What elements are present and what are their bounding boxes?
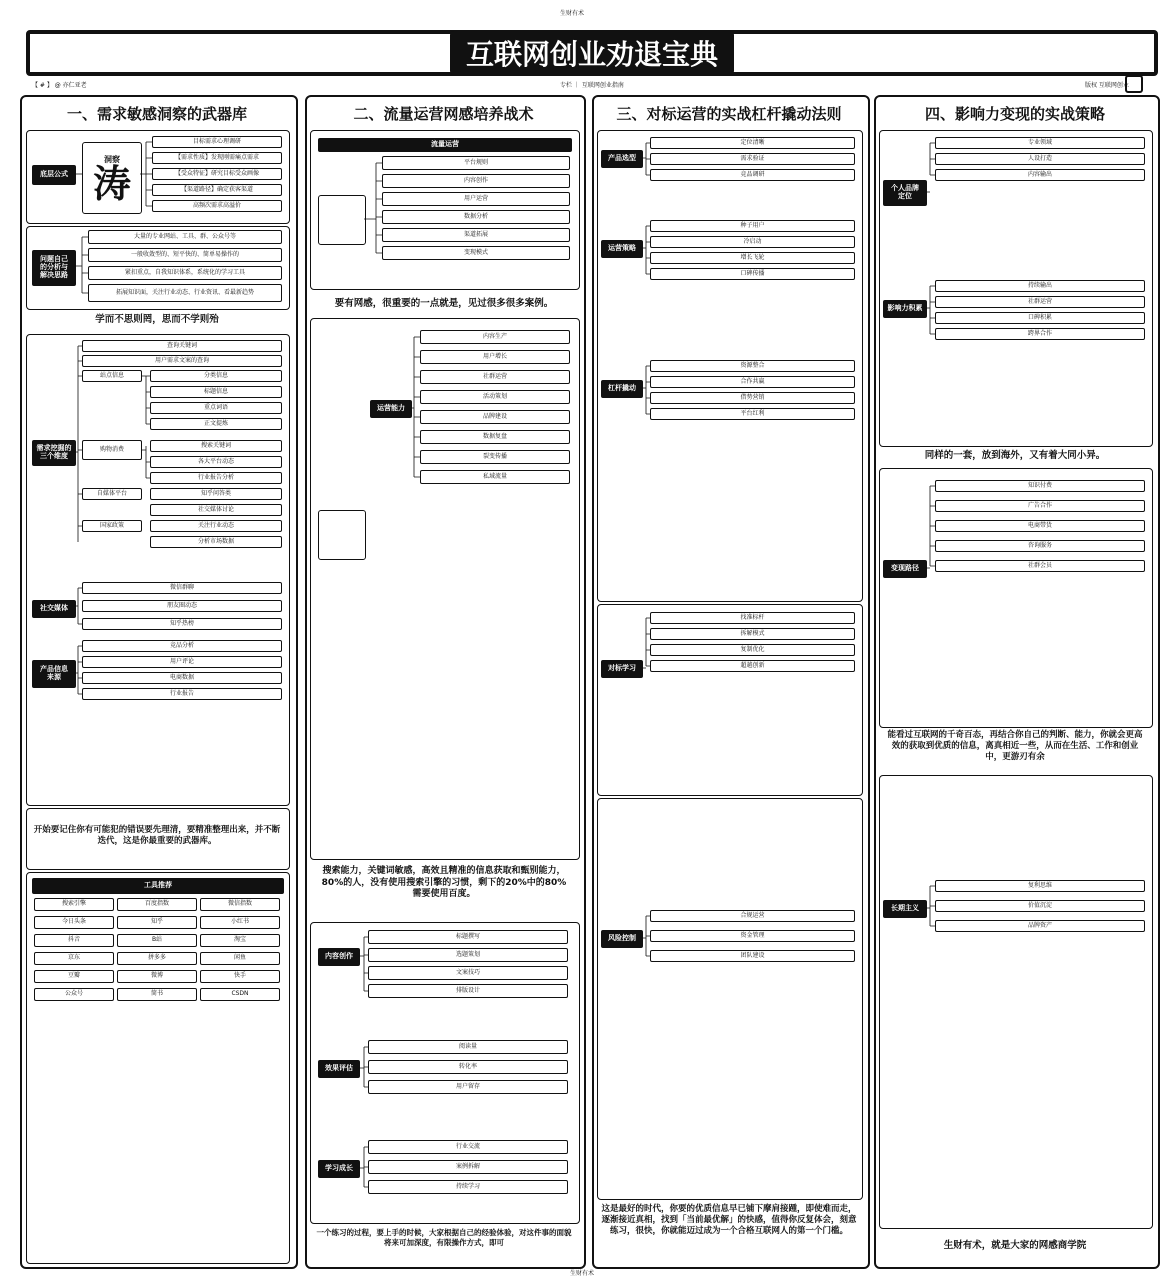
- c3-item-1: 定位清晰: [650, 137, 855, 149]
- c2-item-7: 内容生产: [420, 330, 570, 344]
- c4-cat-1: 个人品牌 定位: [883, 180, 927, 206]
- c1-cat-4: 社交媒体: [32, 600, 76, 618]
- c4-item-1: 专业领域: [935, 137, 1145, 149]
- c2-item-2: 内容创作: [382, 174, 570, 188]
- c2-item-19: 阅读量: [368, 1040, 568, 1054]
- c3-item-13: 拆解模式: [650, 628, 855, 640]
- c1-item-27: 微信群聊: [82, 582, 282, 594]
- c3-item-15: 超越创新: [650, 660, 855, 672]
- c2-item-9: 社群运营: [420, 370, 570, 384]
- c1-item-4: 【渠道路径】确定获客渠道: [152, 184, 282, 196]
- c4-motto-1: 同样的一套，放到海外，又有着大同小异。: [924, 450, 1106, 461]
- c3-item-14: 复制优化: [650, 644, 855, 656]
- c3-item-17: 资金管理: [650, 930, 855, 942]
- c4-item-11: 咨询服务: [935, 540, 1145, 552]
- c1-item-18: 搜索关键词: [150, 440, 282, 452]
- c1-item-20: 行业报告分析: [150, 472, 282, 484]
- c1-item-14: 标题信息: [150, 386, 282, 398]
- c1-glyph-caption: 洞察: [104, 154, 120, 164]
- c1-tool-item: 豆瓣: [34, 970, 114, 983]
- c2-item-5: 渠道拓展: [382, 228, 570, 242]
- meta-right: 版权 互联网创业: [1085, 82, 1129, 89]
- document-icon: [318, 195, 366, 245]
- c1-tool-item: 闲鱼: [200, 952, 280, 965]
- c4-item-2: 人设打造: [935, 153, 1145, 165]
- c1-tool-item: 简书: [117, 988, 197, 1001]
- c1-tool-item: 微信指数: [200, 898, 280, 911]
- c2-item-14: 私域流量: [420, 470, 570, 484]
- c3-item-10: 借势营销: [650, 392, 855, 404]
- meta-left: 【 # 】 @ 亦仁亚老: [32, 82, 87, 89]
- c4-item-9: 广告合作: [935, 500, 1145, 512]
- c2-item-15: 标题撰写: [368, 930, 568, 944]
- top-label: 生财有术: [560, 10, 585, 17]
- c2-item-11: 品牌建设: [420, 410, 570, 424]
- c2-item-21: 用户留存: [368, 1080, 568, 1094]
- c1-tool-item: 搜索引擎: [34, 898, 114, 911]
- c4-cat-3: 变现路径: [883, 560, 927, 578]
- c1-item-16: 正文提炼: [150, 418, 282, 430]
- c2-item-3: 用户运营: [382, 192, 570, 206]
- c2-motto-3: 一个练习的过程，要上手的时候，大家根据自己的经验体验，对这件事的面貌将来可加深度，有限操作方式，即可: [316, 1228, 572, 1247]
- c2-motto-1: 要有网感，很重要的一点就是，见过很多很多案例。: [334, 298, 554, 309]
- c4-section-3: [879, 775, 1153, 1229]
- c1-tools-header: 工具推荐: [32, 878, 284, 894]
- c1-tool-item: 抖音: [34, 934, 114, 947]
- c4-motto-2: 能看过互联网的千奇百态，再结合你自己的判断、能力，你就会更高效的获取到优质的信息，离真相近一些，从而在生活、工作和创业中，更游刃有余: [887, 730, 1143, 763]
- c1-item-32: 电商数据: [82, 672, 282, 684]
- c2-cat-4: 效果评估: [318, 1060, 360, 1078]
- c2-item-13: 裂变传播: [420, 450, 570, 464]
- c1-item-11: 用户需求文案的查询: [82, 355, 282, 367]
- c1-tool-item: B站: [117, 934, 197, 947]
- c1-tool-item: 百度指数: [117, 898, 197, 911]
- c4-item-8: 知识付费: [935, 480, 1145, 492]
- c2-cat-5: 学习成长: [318, 1160, 360, 1178]
- c1-item-8: 紧扣重点，自我知识体系，系统化的学习工具: [88, 266, 282, 280]
- meta-center: 专栏 ｜ 互联网创业指南: [560, 82, 624, 89]
- c4-cat-4: 长期主义: [883, 900, 927, 918]
- c1-tool-item: 京东: [34, 952, 114, 965]
- bottom-label: 生财有术: [570, 1270, 595, 1277]
- c3-motto: 这是最好的时代，你要的优质信息早已铺下摩肩接踵，即使难而走，逐渐接近真相，找到「当前最优解」的快感，值得你反复体会，刻意练习，很快，你就能迈过成为一个合格互联网人的第一个门槛。: [601, 1204, 857, 1237]
- c1-item-17: 购物消费: [82, 440, 142, 460]
- c2-motto-2: 搜索能力，关键词敏感，高效且精准的信息获取和甄别能力，80%的人，没有使用搜索引擎的习惯，剩下的20%中的80%需要使用百度。: [321, 866, 567, 900]
- c3-item-16: 合规运营: [650, 910, 855, 922]
- c4-item-4: 持续输出: [935, 280, 1145, 292]
- logo-icon: [1125, 75, 1143, 93]
- c2-item-6: 变现模式: [382, 246, 570, 260]
- c2-item-23: 案例拆解: [368, 1160, 568, 1174]
- c2-item-8: 用户增长: [420, 350, 570, 364]
- c4-motto-3: 生财有术，就是大家的网感商学院: [943, 1240, 1087, 1251]
- column-4-title: 四、影响力变现的实战策略: [924, 104, 1105, 123]
- c1-item-13: 分类信息: [150, 370, 282, 382]
- c4-item-7: 跨界合作: [935, 328, 1145, 340]
- c1-cat-5: 产品信息 来源: [32, 660, 76, 688]
- c3-item-9: 合作共赢: [650, 376, 855, 388]
- column-1-title: 一、需求敏感洞察的武器库: [66, 104, 247, 123]
- c2-item-22: 行业交流: [368, 1140, 568, 1154]
- c1-item-19: 各大平台动态: [150, 456, 282, 468]
- column-2-title: 二、流量运营网感培养战术: [353, 104, 534, 123]
- c1-tool-item: 今日头条: [34, 916, 114, 929]
- c3-cat-2: 运营策略: [601, 240, 643, 258]
- c1-item-3: 【受众特征】研究目标受众画像: [152, 168, 282, 180]
- c1-glyph: 涛: [92, 161, 131, 206]
- c3-item-7: 口碑传播: [650, 268, 855, 280]
- c3-item-5: 冷启动: [650, 236, 855, 248]
- c1-item-23: 社交媒体讨论: [150, 504, 282, 516]
- c1-tool-item: 小红书: [200, 916, 280, 929]
- c2-item-20: 转化率: [368, 1060, 568, 1074]
- c1-item-21: 自媒体平台: [82, 488, 142, 500]
- c3-cat-3: 杠杆撬动: [601, 380, 643, 398]
- c4-item-5: 社群运营: [935, 296, 1145, 308]
- c1-item-29: 知乎热榜: [82, 618, 282, 630]
- c4-item-10: 电商带货: [935, 520, 1145, 532]
- c1-motto-2: 开始要记住你有可能犯的错误要先理清，要精准整理出来，并不断迭代，这是你最重要的武器库。: [33, 825, 281, 847]
- c1-item-26: 分析市场数据: [150, 536, 282, 548]
- c1-tool-item: 拼多多: [117, 952, 197, 965]
- c2-item-16: 选题策划: [368, 948, 568, 962]
- c1-item-6: 大量的专业网站、工具、群、公众号等: [88, 230, 282, 244]
- c1-tool-item: 微博: [117, 970, 197, 983]
- c1-tool-item: 公众号: [34, 988, 114, 1001]
- c2-cat-1: 流量运营: [318, 138, 572, 152]
- c3-item-6: 增长飞轮: [650, 252, 855, 264]
- c3-item-2: 需求验证: [650, 153, 855, 165]
- c2-item-24: 持续学习: [368, 1180, 568, 1194]
- c2-item-12: 数据复盘: [420, 430, 570, 444]
- c1-item-15: 重点词语: [150, 402, 282, 414]
- c3-item-12: 找准标杆: [650, 612, 855, 624]
- c1-section-5: [26, 872, 290, 1264]
- c4-item-6: 口碑积累: [935, 312, 1145, 324]
- c4-cat-2: 影响力积累: [883, 300, 927, 318]
- c3-item-8: 资源整合: [650, 360, 855, 372]
- c2-item-17: 文案技巧: [368, 966, 568, 980]
- c1-item-2: 【需求性质】发现刚需痛点需求: [152, 152, 282, 164]
- c1-cat-2: 问题自己 的分析与 解决思路: [32, 250, 76, 286]
- c2-item-1: 平台规则: [382, 156, 570, 170]
- monitor-icon: [318, 510, 366, 560]
- c3-item-18: 团队建设: [650, 950, 855, 962]
- c1-tool-item: 知乎: [117, 916, 197, 929]
- c1-item-22: 知乎问答类: [150, 488, 282, 500]
- c1-item-1: 目标需求心理调研: [152, 136, 282, 148]
- c4-item-14: 价值沉淀: [935, 900, 1145, 912]
- c2-cat-3: 内容创作: [318, 948, 360, 966]
- page-title: 互联网创业劝退宝典: [450, 31, 734, 75]
- c3-item-3: 竞品调研: [650, 169, 855, 181]
- c1-item-7: 一般收敛型的、短平快的、简单易操作的: [88, 248, 282, 262]
- c4-item-15: 品牌资产: [935, 920, 1145, 932]
- c1-glyph-card: [82, 142, 142, 214]
- c1-item-28: 朋友圈动态: [82, 600, 282, 612]
- c3-cat-4: 对标学习: [601, 660, 643, 678]
- c1-item-10: 查询关键词: [82, 340, 282, 352]
- c3-item-11: 平台红利: [650, 408, 855, 420]
- c1-cat-3: 需求挖掘的 三个维度: [32, 440, 76, 466]
- c3-item-4: 种子用户: [650, 220, 855, 232]
- c1-item-25: 关注行业动态: [150, 520, 282, 532]
- c1-item-5: 高频次需求高溢价: [152, 200, 282, 212]
- c3-cat-5: 风险控制: [601, 930, 643, 948]
- c3-cat-1: 产品选型: [601, 150, 643, 168]
- c4-item-13: 复利思维: [935, 880, 1145, 892]
- c2-cat-2: 运营能力: [370, 400, 412, 418]
- c1-item-12: 站点信息: [82, 370, 142, 382]
- c3-section-3: [597, 798, 863, 1200]
- c1-tool-item: 快手: [200, 970, 280, 983]
- title-banner: [26, 30, 1158, 76]
- c1-item-30: 竞品分析: [82, 640, 282, 652]
- c1-item-24: 国家政策: [82, 520, 142, 532]
- c2-item-4: 数据分析: [382, 210, 570, 224]
- c1-item-31: 用户评论: [82, 656, 282, 668]
- column-3-title: 三、对标运营的实战杠杆撬动法则: [616, 104, 842, 123]
- c4-item-3: 内容输出: [935, 169, 1145, 181]
- c1-tool-item: CSDN: [200, 988, 280, 1001]
- c1-motto-1: 学而不思则罔，思而不学则殆: [95, 314, 219, 325]
- c1-cat-1: 底层公式: [32, 165, 76, 185]
- c2-item-18: 排版设计: [368, 984, 568, 998]
- c1-tool-item: 淘宝: [200, 934, 280, 947]
- c4-item-12: 社群会员: [935, 560, 1145, 572]
- c2-item-10: 活动策划: [420, 390, 570, 404]
- c1-item-9: 拓展知识面，关注行业动态、行业资讯、看最新趋势: [88, 284, 282, 302]
- c1-item-33: 行业报告: [82, 688, 282, 700]
